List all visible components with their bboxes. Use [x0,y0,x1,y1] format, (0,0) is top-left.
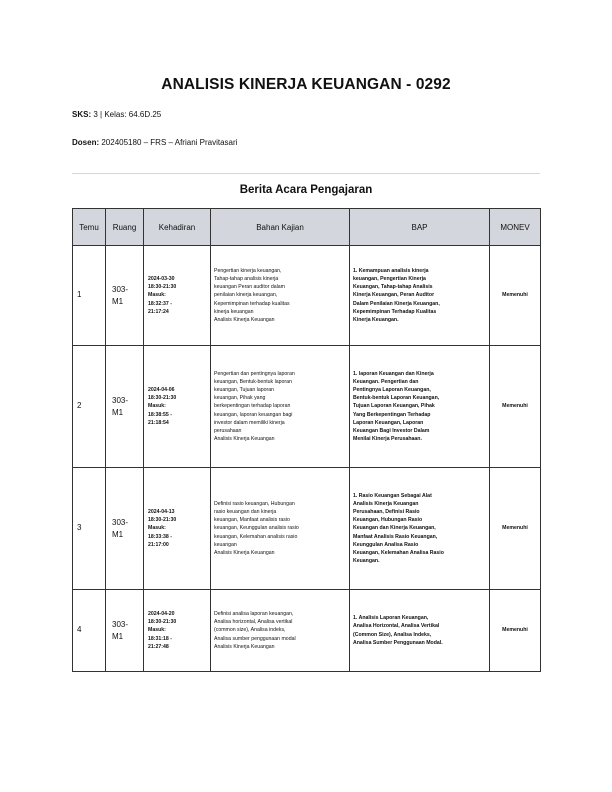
cell-ruang: 303- M1 [106,346,144,468]
cell-temu: 1 [73,246,106,346]
cell-bahan-kajian: Pengertian kinerja keuangan, Tahap-tahap analisis kinerja keuangan Peran auditor dalam penilaian kinerja keuangan, Kepemimpinan terhadap kualitas kinerja keuangan Analisis Kinerja Keuangan [211,246,350,346]
dosen-value: 202405180 – FRS – Afriani Pravitasari [101,138,238,147]
sks-line [72,110,161,119]
dosen-label: Dosen: [72,138,100,147]
column-header-kehadiran: Kehadiran [144,209,211,246]
cell-bap: 1. Kemampuan analisis kinerja keuangan, Pengertian Kinerja Keuangan, Tahap-tahap Analisis Kinerja Keuangan, Peran Auditor Dalam Penilaian Kinerja Keuangan, Kepemimpinan Terhadap Kualitas Kinerja Keuangan. [350,246,490,346]
column-header-bap: BAP [350,209,490,246]
sks-value: 3 | Kelas: 64.6D.25 [93,110,162,119]
cell-bap: 1. Analisis Laporan Keuangan, Analisa Horizontal, Analisa Vertikal (Common Size), Analisa Indeks, Analisa Sumber Penggunaan Modal. [350,590,490,672]
cell-monev: Memenuhi [490,346,541,468]
divider [72,173,540,174]
cell-bahan-kajian: Definisi rasio keuangan, Hubungan rasio keuangan dan kinerja keuangan, Manfaat analisis rasio keuangan, Keunggulan analisis rasio keuangan, Kelemahan analisis rasio keuangan Analisis Kinerja Keuangan [211,468,350,590]
cell-bahan-kajian: Pengertian dan pentingnya laporan keuangan, Bentuk-bentuk laporan keuangan, Tujuan laporan keuangan, Pihak yang berkepentingan terhadap laporan keuangan, laporan keuangan bagi investor dalam memiliki kinerja perusahaan Analisis Kinerja Keuangan [211,346,350,468]
cell-kehadiran: 2024-03-30 18:30-21:30 Masuk: 18:32:37 - 21:17:24 [144,246,211,346]
cell-ruang: 303- M1 [106,590,144,672]
cell-temu: 3 [73,468,106,590]
column-header-bahan-kajian: Bahan Kajian [211,209,350,246]
sks-label: SKS: [72,110,92,119]
column-header-ruang: Ruang [106,209,144,246]
document-title: ANALISIS KINERJA KEUANGAN - 0292 [161,76,451,93]
dosen-line [72,138,237,147]
table-row [73,590,541,672]
bap-table [72,208,541,672]
cell-bahan-kajian: Definisi analisa laporan keuangan, Analisa horizontal, Analisa vertikal (common size), Analisa indeks, Analisa sumber penggunaan modal Analisis Kinerja Keuangan [211,590,350,672]
table-row [73,468,541,590]
cell-temu: 2 [73,346,106,468]
table-header-row [73,209,541,246]
section-title: Berita Acara Pengajaran [239,184,373,196]
cell-temu: 4 [73,590,106,672]
column-header-temu: Temu [73,209,106,246]
cell-kehadiran: 2024-04-20 18:30-21:30 Masuk: 18:31:18 - 21:27:48 [144,590,211,672]
cell-monev: Memenuhi [490,590,541,672]
column-header-monev: MONEV [490,209,541,246]
cell-monev: Memenuhi [490,246,541,346]
table-row [73,246,541,346]
cell-kehadiran: 2024-04-06 18:30-21:30 Masuk: 18:38:55 - 21:18:54 [144,346,211,468]
cell-bap: 1. Rasio Keuangan Sebagai Alat Analisis Kinerja Keuangan Perusahaan, Definisi Rasio Keuangan, Hubungan Rasio Keuangan dan Kinerja Keuangan, Manfaat Analisis Rasio Keuangan, Keunggulan Analisa Rasio Keuangan, Kelemahan Analisa Rasio Keuangan. [350,468,490,590]
cell-kehadiran: 2024-04-13 18:30-21:30 Masuk: 18:33:38 - 21:17:00 [144,468,211,590]
cell-ruang: 303- M1 [106,468,144,590]
cell-monev: Memenuhi [490,468,541,590]
table-row [73,346,541,468]
cell-bap: 1. laporan Keuangan dan Kinerja Keuangan. Pengertian dan Pentingnya Laporan Keuangan, Bentuk-bentuk Laporan Keuangan, Tujuan Laporan Keuangan, Pihak Yang Berkepentingan Terhadap Laporan Keuangan, Laporan Keuangan Bagi Investor Dalam Menilai Kinerja Perusahaan. [350,346,490,468]
cell-ruang: 303- M1 [106,246,144,346]
